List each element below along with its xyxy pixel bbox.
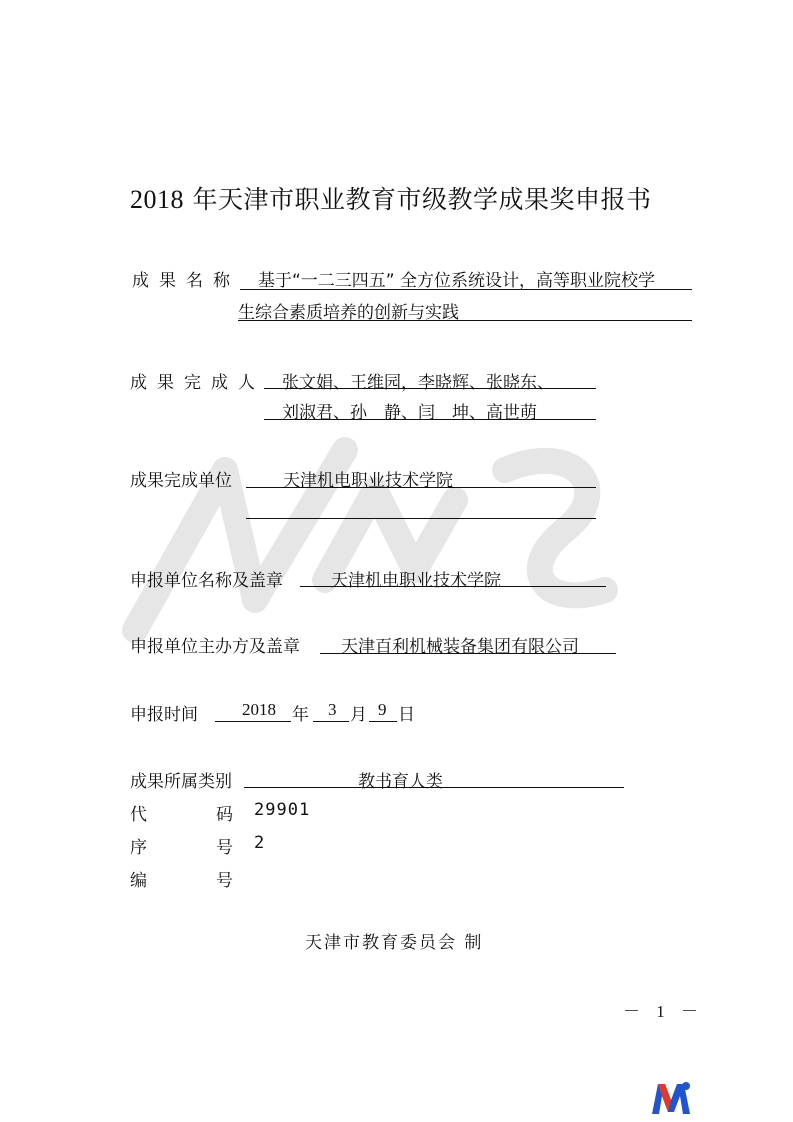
- completing-unit-underline1: [246, 487, 596, 488]
- achievement-name-line2: 生综合素质培养的创新与实践: [238, 303, 459, 323]
- seq-label-a: 序: [130, 838, 147, 858]
- date-year-underline: [215, 721, 291, 722]
- date-year-unit: 年: [292, 705, 309, 725]
- category-underline: [244, 787, 624, 788]
- code-value: 29901: [254, 800, 311, 820]
- completers-line2: 刘淑君、孙 静、闫 坤、高世萌: [282, 403, 537, 423]
- completers-label: 成果完成人: [130, 373, 265, 393]
- achievement-name-line1: 基于“一二三四五” 全方位系统设计，高等职业院校学: [258, 271, 656, 291]
- serial-label-a: 编: [130, 871, 147, 891]
- code-label-b: 码: [216, 805, 233, 825]
- completers-line1: 张文娟、王维园，李晓辉、张晓东、: [282, 373, 554, 393]
- date-day-unit: 日: [398, 705, 415, 725]
- completing-unit-value: 天津机电职业技术学院: [283, 471, 453, 491]
- date-month-underline: [313, 721, 349, 722]
- sponsor-underline: [320, 653, 616, 654]
- code-label-a: 代: [130, 805, 147, 825]
- completers-underline1: [264, 388, 596, 389]
- title-text: 年天津市职业教育市级教学成果奖申报书: [184, 185, 652, 214]
- completers-underline2: [264, 419, 596, 420]
- seq-label-b: 号: [216, 838, 233, 858]
- page-number: － 1 －: [623, 1002, 704, 1021]
- document-title: [130, 180, 651, 216]
- applicant-unit-value: 天津机电职业技术学院: [331, 571, 501, 591]
- date-year: 2018: [242, 700, 276, 719]
- wps-watermark: [115, 380, 635, 720]
- completing-unit-underline2: [246, 518, 596, 519]
- date-month-unit: 月: [350, 705, 367, 725]
- issuer-footer: 天津市教育委员会 制: [305, 933, 484, 953]
- app-logo-icon: [650, 1080, 692, 1116]
- title-year: 2018: [130, 185, 184, 214]
- sponsor-value: 天津百利机械装备集团有限公司: [341, 637, 579, 657]
- date-label: 申报时间: [130, 705, 198, 725]
- achievement-name-label: 成果名称: [132, 271, 240, 291]
- date-day: 9: [378, 700, 387, 719]
- applicant-unit-label: 申报单位名称及盖章: [130, 571, 283, 591]
- achievement-name-underline2: [238, 320, 692, 321]
- date-month: 3: [328, 700, 337, 719]
- completing-unit-label: 成果完成单位: [130, 471, 232, 491]
- date-day-underline: [369, 721, 397, 722]
- category-label: 成果所属类别: [130, 772, 232, 792]
- serial-label-b: 号: [216, 871, 233, 891]
- applicant-unit-underline: [300, 586, 606, 587]
- sponsor-label: 申报单位主办方及盖章: [130, 637, 300, 657]
- seq-value: 2: [254, 833, 266, 853]
- achievement-name-underline1: [240, 289, 692, 290]
- category-value: 教书育人类: [358, 772, 443, 792]
